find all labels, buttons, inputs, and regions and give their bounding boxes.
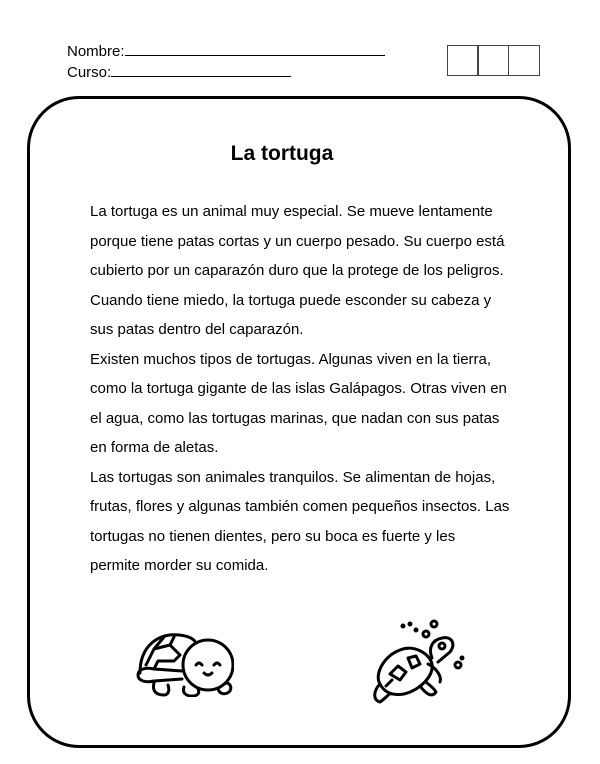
text-line: porque tiene patas cortas y un cuerpo pesado. Su cuerpo está (90, 232, 505, 250)
grade-boxes (448, 45, 540, 76)
text-line: Las tortugas son animales tranquilos. Se alimentan de hojas, (90, 468, 496, 486)
course-label: Curso: (67, 64, 112, 81)
text-line: cubierto por un caparazón duro que la protege de los peligros. (90, 262, 504, 279)
text-line: Cuando tiene miedo, la tortuga puede esconder su cabeza y (90, 291, 492, 309)
text-line: sus patas dentro del caparazón. (90, 321, 304, 338)
text-line: el agua, como las tortugas marinas, que nadan con sus patas (90, 409, 500, 427)
grade-box[interactable] (508, 45, 540, 76)
text-line: Existen muchos tipos de tortugas. Algunas viven en la tierra, (90, 350, 492, 368)
text-line: tortugas no tienen dientes, pero su boca es fuerte y les (90, 527, 456, 545)
sea-turtle-icon (370, 618, 465, 708)
name-label: Nombre: (67, 43, 125, 60)
course-blank-line[interactable] (111, 62, 291, 77)
name-field[interactable] (67, 41, 385, 60)
page-title (0, 142, 600, 166)
name-blank-line[interactable] (125, 41, 385, 56)
grade-box[interactable] (447, 45, 479, 76)
text-line: La tortuga es un animal muy especial. Se mueve lentamente (90, 203, 493, 220)
text-line: como la tortuga gigante de las islas Galápagos. Otras viven en (90, 380, 507, 397)
cute-turtle-icon (134, 625, 234, 697)
reading-text (90, 197, 509, 581)
text-line: frutas, flores y algunas también comen pequeños insectos. Las (90, 498, 510, 515)
title-text: La tortuga (230, 142, 334, 165)
grade-box[interactable] (477, 45, 509, 76)
text-line: en forma de aletas. (90, 439, 219, 456)
course-field[interactable] (67, 62, 291, 81)
text-line: permite morder su comida. (90, 557, 269, 574)
